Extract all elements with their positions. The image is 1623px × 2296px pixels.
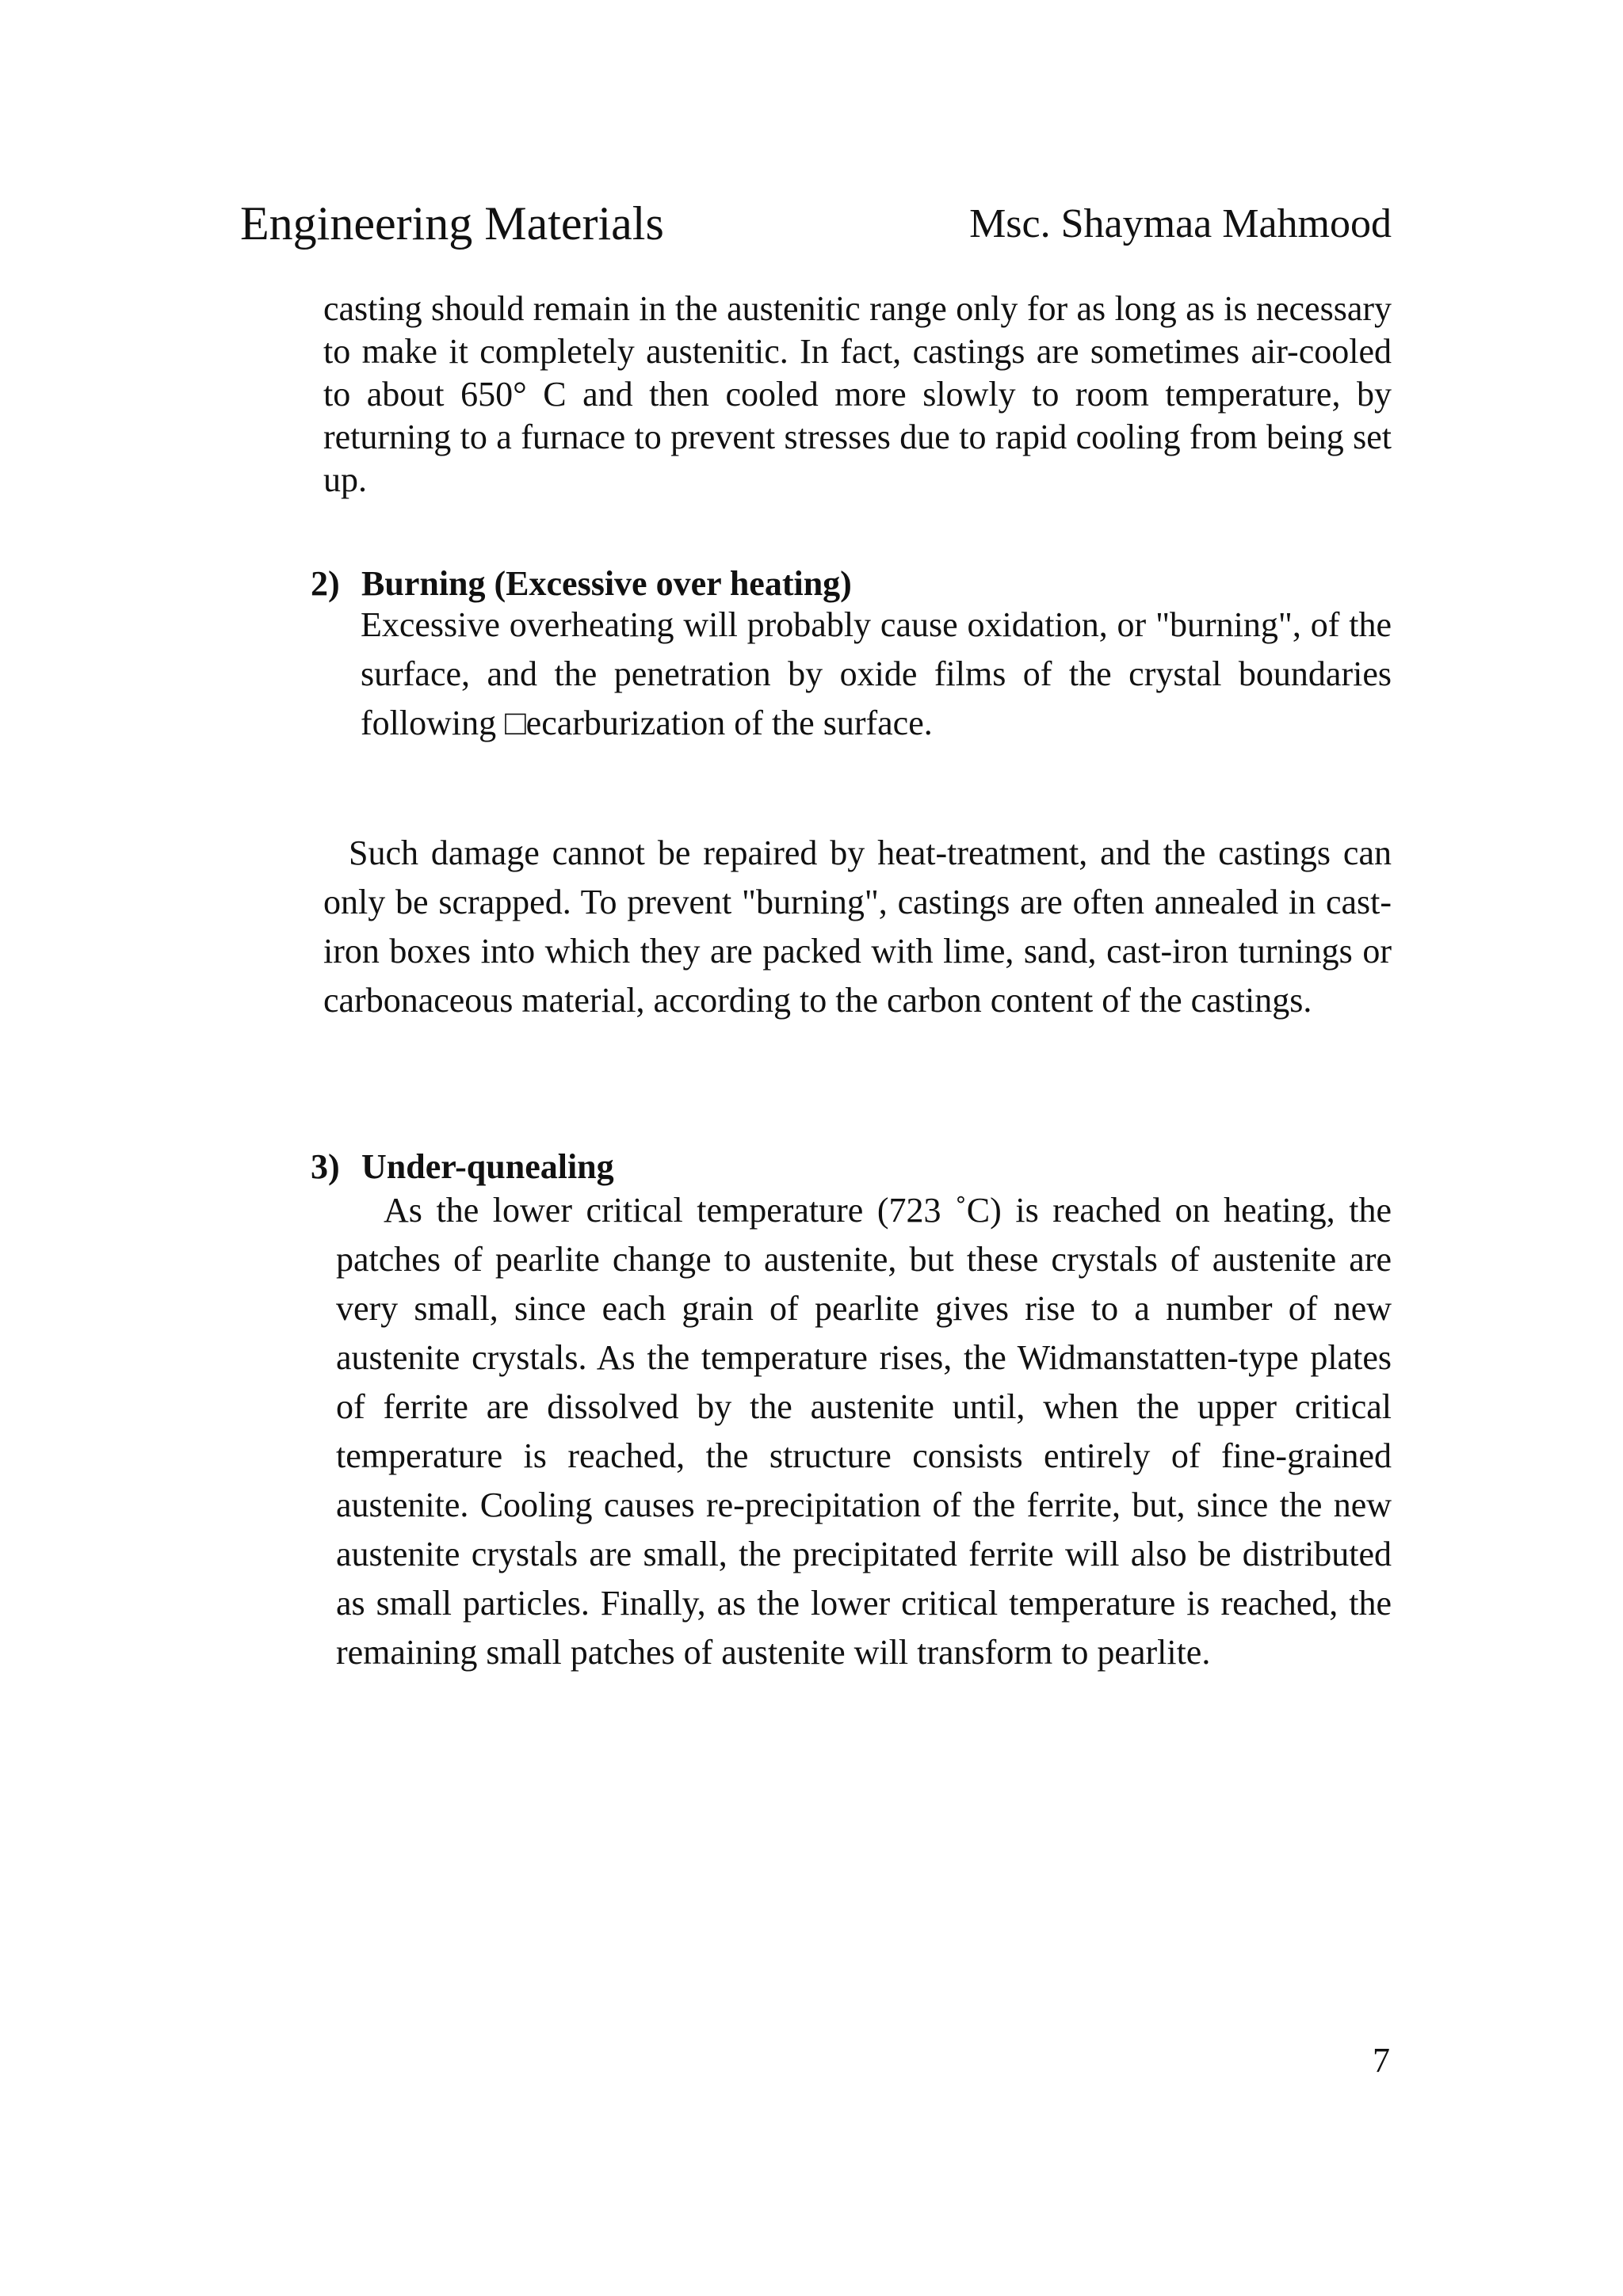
page-number: 7	[1373, 2041, 1390, 2080]
author-name: Msc. Shaymaa Mahmood	[969, 201, 1392, 246]
burning-paragraph: Excessive overheating will probably cause oxidation, or "burning", of the surface, and the penetration by oxide films of the crystal boundaries following □ecarburization of the surface.	[361, 605, 1392, 742]
section-heading-under-annealing	[311, 1146, 614, 1188]
under-annealing-paragraph: As the lower critical temperature (723 ˚C) is reached on heating, the patches of pearlite change to austenite, but these crystals of austenite are very small, since each grain of pearlite gives rise to a number of new austenite crystals. As the temperature rises, the Widmanstatten-type plates of ferrite are dissolved by the austenite until, when the upper critical temperature is reached, the structure consists entirely of fine-grained austenite. Cooling causes re-precipitation of the ferrite, but, since the new austenite crystals are small, the precipitated ferrite will also be distributed as small particles. Finally, as the lower critical temperature is reached, the remaining small patches of austenite will transform to pearlite.	[336, 1191, 1392, 1672]
section-number: 3)	[311, 1147, 340, 1186]
document-title: Engineering Materials	[240, 197, 664, 250]
section-heading-burning	[311, 563, 852, 605]
section-heading-text: Under-qunealing	[361, 1147, 614, 1186]
section-heading-text: Burning (Excessive over heating)	[361, 564, 852, 603]
section-number: 2)	[311, 564, 340, 603]
intro-paragraph: casting should remain in the austenitic range only for as long as is necessary to make it completely austenitic. In fact, castings are sometimes air-cooled to about 650° C and then cooled more slowly to room temperature, by returning to a furnace to prevent stresses due to rapid cooling from being set up.	[323, 289, 1392, 499]
burning-followup-paragraph: Such damage cannot be repaired by heat-treatment, and the castings can only be scrapped. To prevent "burning", castings are often annealed in cast-iron boxes into which they are packed with lime, sand, cast-iron turnings or carbonaceous material, according to the carbon content of the castings.	[323, 833, 1392, 1020]
